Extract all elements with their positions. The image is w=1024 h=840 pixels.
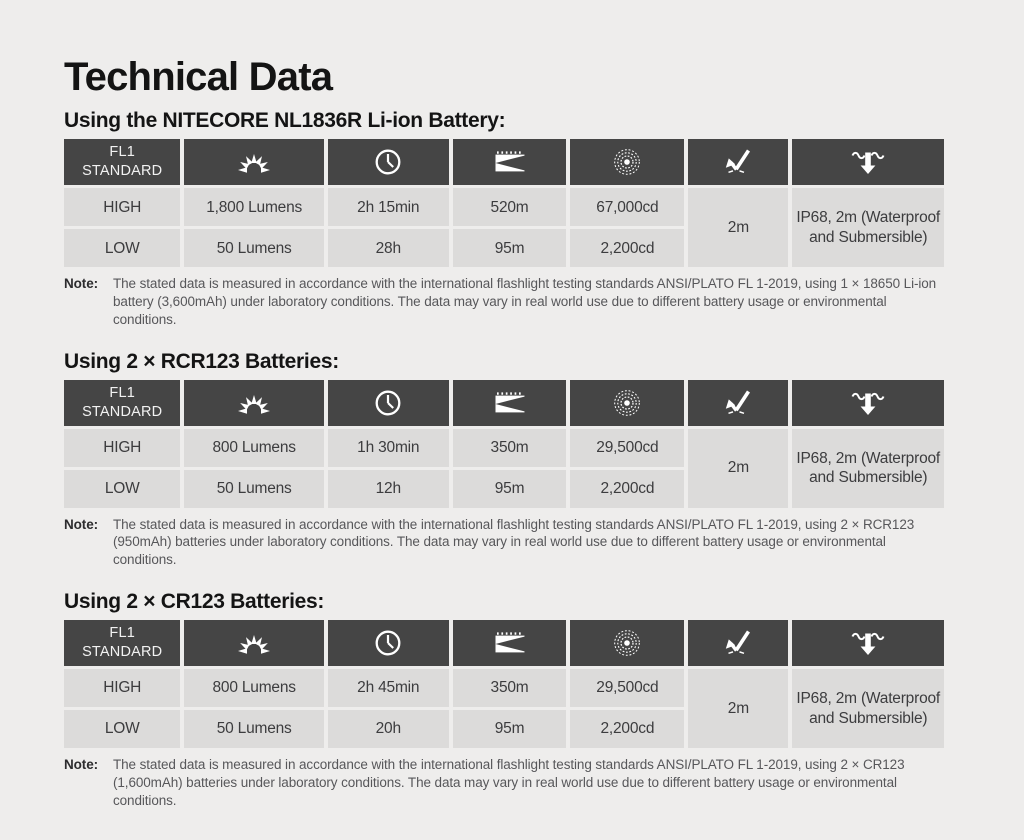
note-text: The stated data is measured in accordance with the international flashlight testing standards ANSI/PLATO FL 1-2019, using 2 × CR123 (1,600mAh) batteries under laboratory conditions. The data may vary in real world use due to different battery usage or environmental conditions. [113,757,905,808]
fl1-label: FL1 [109,144,135,161]
fl1-standard-header [64,620,180,666]
fl1-standard-header [64,139,180,185]
section-heading: Using 2 × CR123 Batteries: [64,590,325,614]
runtime-cell: 1h 30min [328,429,449,467]
peak-beam-intensity-icon [608,627,646,659]
spec-table-wrap [64,380,944,508]
section-cr123 [64,590,944,809]
waterproof-cell: IP68, 2m (Waterproof and Submersible) [792,429,944,508]
impact-resistance-icon [719,627,757,659]
distance-cell: 350m [453,669,567,707]
brightness-icon [235,387,273,419]
peak-beam-intensity-icon [608,146,646,178]
standard-label: STANDARD [82,644,163,661]
lumens-cell: 50 Lumens [184,470,324,508]
waterproof-icon [849,146,887,178]
standard-label: STANDARD [82,403,163,420]
waterproof-icon [849,387,887,419]
standard-label: STANDARD [82,163,163,180]
mode-cell: HIGH [64,188,180,226]
waterproof-cell: IP68, 2m (Waterproof and Submersible) [792,188,944,267]
impact-resistance-icon [719,387,757,419]
impact-cell: 2m [688,429,788,508]
brightness-icon [235,146,273,178]
runtime-cell: 12h [328,470,449,508]
intensity-cell: 29,500cd [570,429,684,467]
distance-cell: 95m [453,470,567,508]
spec-table-wrap [64,620,944,748]
peak-beam-intensity-icon [608,387,646,419]
table-header-row [64,139,944,185]
section-heading: Using the NITECORE NL1836R Li-ion Battery: [64,109,506,133]
runtime-cell: 20h [328,710,449,748]
section-heading: Using 2 × RCR123 Batteries: [64,349,339,373]
mode-cell: LOW [64,710,180,748]
beam-distance-icon [491,627,529,659]
runtime-clock-icon [369,387,407,419]
table-header-row [64,620,944,666]
lumens-cell: 50 Lumens [184,229,324,267]
table-row [64,669,944,707]
note-label: Note: [64,516,98,532]
section-rcr123 [64,350,944,569]
table-header-row [64,380,944,426]
spec-table [64,620,944,748]
spec-table-wrap [64,139,944,267]
note [64,756,944,809]
intensity-cell: 2,200cd [570,229,684,267]
impact-resistance-icon [719,146,757,178]
fl1-standard-header [64,380,180,426]
runtime-clock-icon [369,627,407,659]
distance-cell: 350m [453,429,567,467]
brightness-icon [235,627,273,659]
runtime-cell: 28h [328,229,449,267]
section-nl1836r [64,109,944,328]
lumens-cell: 800 Lumens [184,669,324,707]
lumens-cell: 1,800 Lumens [184,188,324,226]
mode-cell: LOW [64,470,180,508]
note [64,516,944,569]
note-label: Note: [64,757,98,773]
spec-table [64,139,944,267]
beam-distance-icon [491,387,529,419]
intensity-cell: 2,200cd [570,470,684,508]
intensity-cell: 29,500cd [570,669,684,707]
impact-cell: 2m [688,669,788,748]
runtime-cell: 2h 45min [328,669,449,707]
waterproof-cell: IP68, 2m (Waterproof and Submersible) [792,669,944,748]
mode-cell: HIGH [64,429,180,467]
lumens-cell: 800 Lumens [184,429,324,467]
fl1-label: FL1 [109,384,135,401]
distance-cell: 95m [453,229,567,267]
runtime-clock-icon [369,146,407,178]
spec-table [64,380,944,508]
intensity-cell: 67,000cd [570,188,684,226]
table-row [64,429,944,467]
waterproof-icon [849,627,887,659]
lumens-cell: 50 Lumens [184,710,324,748]
page-title: Technical Data [64,55,333,99]
note-text: The stated data is measured in accordance with the international flashlight testing standards ANSI/PLATO FL 1-2019, using 2 × RCR123 (950mAh) batteries under laboratory conditions. The data may vary in real world use due to different battery usage or environmental conditions. [113,516,915,568]
runtime-cell: 2h 15min [328,188,449,226]
distance-cell: 95m [453,710,567,748]
note [64,275,944,328]
intensity-cell: 2,200cd [570,710,684,748]
distance-cell: 520m [453,188,567,226]
note-text: The stated data is measured in accordance with the international flashlight testing standards ANSI/PLATO FL 1-2019, using 1 × 18650 Li-ion battery (3,600mAh) under laboratory conditions. The data may vary in real world use due to different battery usage or environmental conditions. [113,276,937,327]
table-row [64,188,944,226]
fl1-label: FL1 [109,625,135,642]
mode-cell: HIGH [64,669,180,707]
beam-distance-icon [491,146,529,178]
note-label: Note: [64,276,98,292]
impact-cell: 2m [688,188,788,267]
mode-cell: LOW [64,229,180,267]
